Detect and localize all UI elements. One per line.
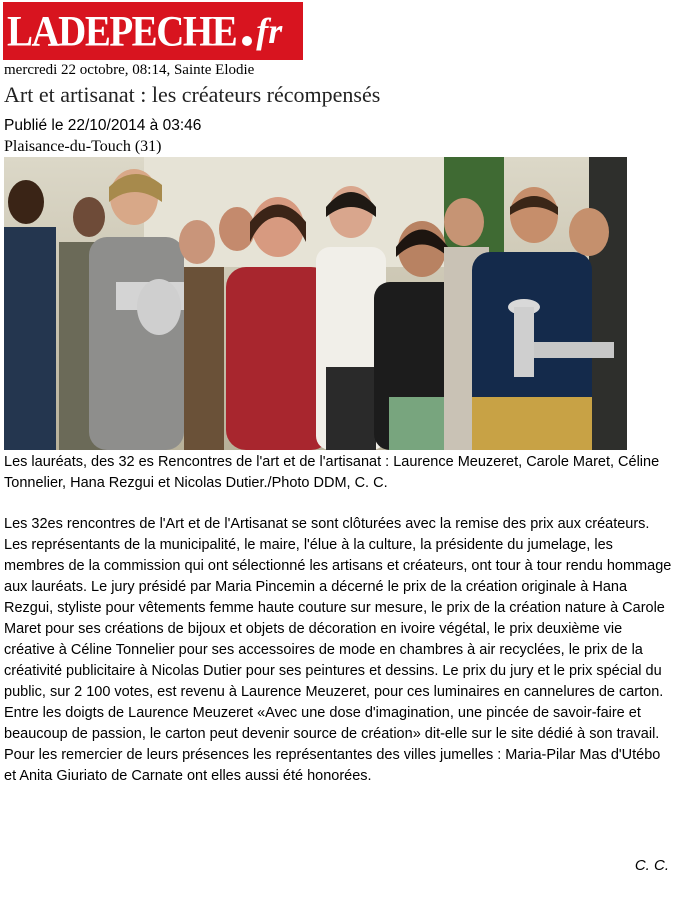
article-photo (4, 157, 627, 450)
photo-caption: Les lauréats, des 32 es Rencontres de l'art et de l'artisanat : Laurence Meuzeret, Carole Maret, Céline Tonnelier, Hana Rezgui et Nicolas Dutier./Photo DDM, C. C. (4, 454, 660, 491)
dateline: mercredi 22 octobre, 08:14, Sainte Elodie (4, 62, 255, 78)
author-signature: C. C. (634, 857, 669, 874)
article-location: Plaisance-du-Touch (31) (4, 138, 162, 155)
article-body: Les 32es rencontres de l'Art et de l'Artisanat se sont clôturées avec la remise des prix aux créateurs. Les représentants de la municipalité, le maire, l'élue à la culture, la présidente du jumelage, les membres de la commission qui ont sélectionné les artisans et créateurs, ont tour à tour rendu hommage aux lauréats. Le jury présidé par Maria Pincemin a décerné le prix de la création originale à Hana Rezgui, styliste pour vêtements femme haute couture sur mesure, le prix de la création nature à Carole Maret pour ses créations de bijoux et objets de décoration en ivoire végétal, le prix deuxième vie créative à Céline Tonnelier pour ses accessoires de mode en chambres à air recyclées, le prix de la créativité publicitaire à Nicolas Dutier pour ses peintures et dessins. Le prix du jury et le prix spécial du public, sur 2 100 votes, est revenu à Laurence Meuzeret, pour ces luminaires en cannelures de carton. Entre les doigts de Laurence Meuzeret «Avec une dose d'imagination, une pincée de savoir-faire et beaucoup de passion, le carton peut devenir source de création» dit-elle sur le site dédié à son travail. Pour les remercier de leurs présences les représentantes des villes jumelles : Maria-Pilar Mas d'Utébo et Anita Giuriato de Carnate ont elles aussi été honorées. (4, 516, 672, 784)
site-logo[interactable] (3, 2, 303, 60)
logo-wordmark: LADEPECHE (7, 6, 237, 56)
logo-dot (242, 36, 252, 46)
photo-illustration (4, 157, 627, 450)
publish-date: Publié le 22/10/2014 à 03:46 (4, 117, 202, 134)
logo-suffix: fr (256, 11, 283, 51)
article-title: Art et artisanat : les créateurs récompensés (4, 82, 381, 107)
